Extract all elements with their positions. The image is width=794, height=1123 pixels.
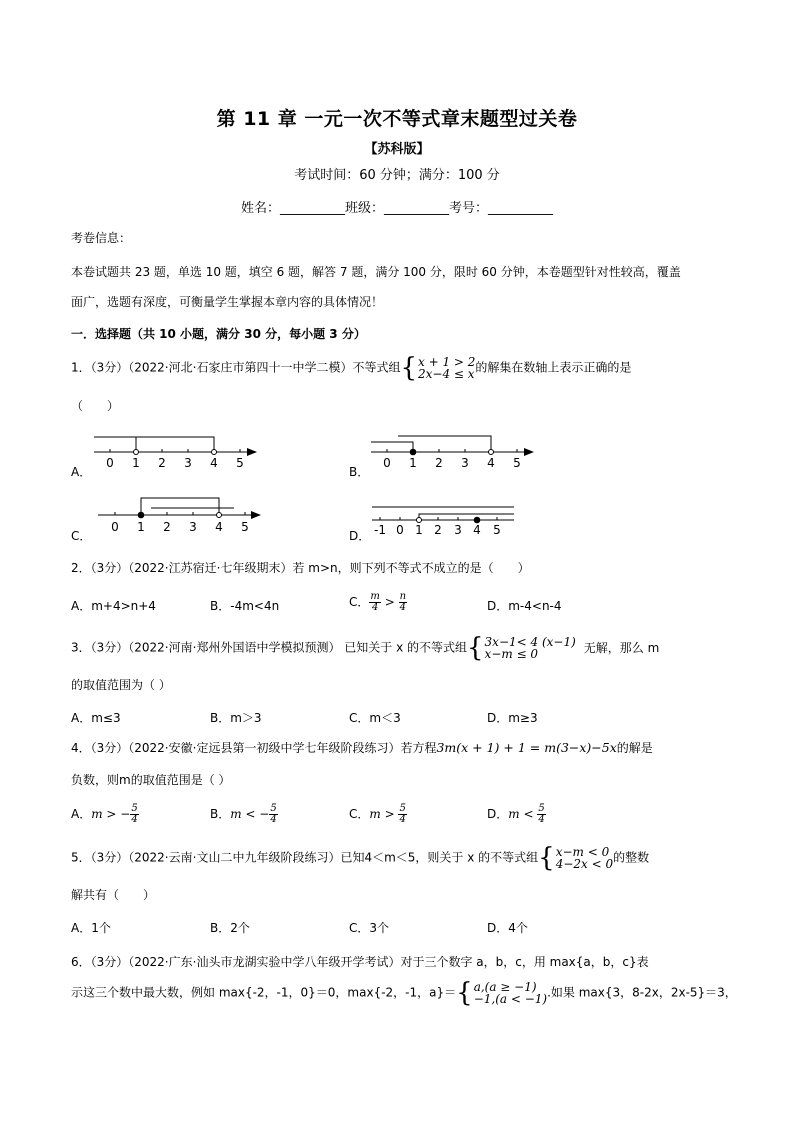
- tick-label: 5: [241, 520, 249, 534]
- axis-arrow: [247, 448, 257, 456]
- paper-info-line1: 本卷试题共 23 题，单选 10 题，填空 6 题，解答 7 题，满分 100 分，限时 60 分钟，本卷题型针对性较高，覆盖: [71, 265, 681, 279]
- tick-label: 4: [487, 456, 495, 470]
- edition-label: 【苏科版】: [364, 142, 430, 157]
- student-info-line: 姓名：__________班级：__________考号：__________: [240, 201, 553, 216]
- q1-number-line-c: [94, 494, 264, 536]
- q1-option-a-label: A．: [71, 465, 92, 479]
- q5-option-a: A．1个: [71, 921, 111, 935]
- shade-bracket: [419, 514, 477, 520]
- q1-system: { x + 1 > 2 2x−4 ≤ x: [400, 353, 476, 383]
- q1-paren: （ ）: [71, 399, 120, 413]
- numerator: 5: [399, 803, 406, 814]
- fraction: [399, 592, 407, 613]
- solid-dot: [410, 449, 416, 455]
- option-expr: m > −: [91, 807, 131, 821]
- q3-sys-row2: x−m ≤ 0: [484, 647, 539, 661]
- q4-suffix: 的解是: [616, 741, 653, 755]
- q6-line2-suffix: .如果 max{3，8-2x，2x-5}＝3，: [547, 985, 737, 1000]
- relation: >: [384, 595, 395, 609]
- q5-suffix: 的整数: [613, 850, 650, 865]
- q3-line2: 的取值范围为（ ）: [71, 678, 171, 692]
- option-expr: m <: [508, 807, 534, 821]
- fraction: [269, 804, 277, 825]
- fraction: [369, 592, 380, 613]
- question-5: [71, 843, 650, 873]
- denominator: 4: [399, 814, 406, 825]
- tick-label: 1: [415, 523, 423, 537]
- question-6-line1: 6．（3分）（2022·广东·汕头市龙湖实验中学八年级开学考试）对于三个数字 a，b，c，用 max{a，b，c}表: [71, 955, 649, 969]
- tick-label: 2: [434, 523, 442, 537]
- q2-option-a: A．m+4>n+4: [71, 599, 156, 613]
- q4-equation: 3m(x + 1) + 1 = m(3−x)−5x: [436, 740, 617, 755]
- paper-info-heading: 考卷信息：: [71, 231, 132, 245]
- tick-label: 5: [513, 456, 521, 470]
- question-3: [71, 633, 660, 663]
- q4-option-c: [349, 804, 407, 825]
- q6-line2-prefix: 示这三个数中最大数，例如 max{-2，-1，0}＝0，max{-2，-1，a}＝: [71, 985, 457, 1000]
- denominator: 4: [131, 814, 138, 825]
- question-2: 2．（3分）（2022·江苏宿迁·七年级期末）若 m>n，则下列不等式不成立的是（ ）: [71, 561, 530, 575]
- option-label: A．: [71, 807, 92, 821]
- option-label: B．: [210, 807, 231, 821]
- tick-label: 4: [210, 456, 218, 470]
- tick-label: 1: [132, 456, 140, 470]
- q5-sys-row1: x−m < 0: [555, 845, 610, 859]
- fraction: [537, 804, 545, 825]
- numerator: 5: [131, 803, 138, 814]
- numerator: m: [370, 591, 380, 602]
- numerator: n: [399, 591, 407, 602]
- open-dot: [417, 518, 422, 523]
- q2-option-c: [349, 592, 407, 613]
- q4-option-b: [210, 804, 278, 825]
- shade-left: [371, 442, 413, 452]
- denominator: 4: [538, 814, 545, 825]
- page-title: 第 11 章 一元一次不等式章末题型过关卷: [216, 108, 578, 130]
- numerator: 5: [270, 803, 277, 814]
- q6-system: { a,(a ≥ −1) −1,(a < −1): [456, 978, 548, 1008]
- option-expr: m >: [369, 807, 395, 821]
- q5-system: { x−m < 0 4−2x < 0: [538, 843, 614, 873]
- q1-sys-row2: 2x−4 ≤ x: [418, 367, 475, 381]
- denominator: 4: [371, 602, 379, 613]
- q4-prefix: 4．（3分）（2022·安徽·定远县第一初级中学七年级阶段练习）若方程: [71, 741, 437, 755]
- shade-bracket: [141, 498, 219, 515]
- open-dot: [489, 450, 494, 455]
- q1-option-c-label: C．: [71, 529, 92, 543]
- q1-sys-row1: x + 1 > 2: [418, 355, 476, 369]
- q2-option-d: D．m-4<n-4: [487, 599, 562, 613]
- tick-label: 2: [435, 456, 443, 470]
- q6-sys-row1: a,(a ≥ −1): [473, 980, 537, 994]
- numerator: 5: [538, 803, 545, 814]
- option-expr: m < −: [230, 807, 270, 821]
- q2-option-c-label: C．: [349, 595, 370, 609]
- tick-label: 0: [383, 456, 391, 470]
- question-4: [71, 739, 653, 756]
- q5-option-c: C．3个: [349, 921, 390, 935]
- denominator: 4: [399, 602, 406, 613]
- q4-option-d: [487, 804, 546, 825]
- q5-option-b: B．2个: [210, 921, 250, 935]
- option-label: C．: [349, 807, 370, 821]
- open-dot: [217, 513, 222, 518]
- q3-suffix: 无解，那么 m: [583, 640, 660, 655]
- q5-option-d: D．4个: [487, 921, 528, 935]
- exam-info: 考试时间：60 分钟；满分：100 分: [294, 168, 500, 183]
- option-label: D．: [487, 807, 509, 821]
- q5-sys-row2: 4−2x < 0: [555, 857, 614, 871]
- q3-prefix: 3．（3分）（2022·河南·郑州外国语中学模拟预测） 已知关于 x 的不等式组: [71, 640, 467, 655]
- tick-label: 2: [158, 456, 166, 470]
- tick-label: 1: [409, 456, 417, 470]
- paper-info-line2: 面广，选题有深度，可衡量学生掌握本章内容的具体情况！: [71, 295, 384, 309]
- tick-label: 3: [454, 523, 462, 537]
- q3-system: { 3x−1< 4 (x−1) x−m ≤ 0: [467, 633, 576, 663]
- tick-label: 4: [473, 523, 481, 537]
- tick-label: 5: [236, 456, 244, 470]
- q3-option-b: B．m＞3: [210, 711, 262, 725]
- tick-label: 0: [106, 456, 114, 470]
- q3-option-c: C．m＜3: [349, 711, 401, 725]
- tick-label: 3: [189, 520, 197, 534]
- tick-label: 3: [184, 456, 192, 470]
- open-dot: [134, 450, 139, 455]
- solid-dot: [138, 512, 144, 518]
- q1-option-d-label: D．: [349, 529, 371, 543]
- q2-option-b: B．-4m<4n: [210, 599, 280, 613]
- axis-arrow: [251, 511, 261, 519]
- q1-number-line-a: [90, 432, 260, 472]
- tick-label: 1: [137, 520, 145, 534]
- tick-label: 3: [461, 456, 469, 470]
- fraction: [130, 804, 138, 825]
- q1-option-b-label: B．: [349, 465, 370, 479]
- q4-option-a: [71, 804, 139, 825]
- tick-label: 0: [111, 520, 119, 534]
- q1-prefix: 1．（3分）（2022·河北·石家庄市第四十一中学二模）不等式组: [71, 360, 401, 375]
- q3-option-a: A．m≤3: [71, 711, 121, 725]
- tick-label: 0: [396, 523, 404, 537]
- q5-line2: 解共有（ ）: [71, 888, 156, 902]
- tick-label: 5: [493, 523, 501, 537]
- fraction: [398, 804, 406, 825]
- q4-line2: 负数，则m的取值范围是（ ）: [71, 773, 231, 787]
- q1-number-line-d: [369, 498, 529, 540]
- q6-sys-row2: −1,(a < −1): [473, 992, 548, 1006]
- denominator: 4: [270, 814, 277, 825]
- tick-label: 4: [215, 520, 223, 534]
- tick-label: -1: [374, 523, 386, 537]
- q1-suffix: 的解集在数轴上表示正确的是: [475, 360, 632, 375]
- q3-sys-row1: 3x−1< 4 (x−1): [484, 635, 576, 649]
- shade-left: [94, 437, 136, 452]
- tick-label: 2: [163, 520, 171, 534]
- q3-option-d: D．m≥3: [487, 711, 538, 725]
- question-6-line2: [71, 978, 737, 1008]
- open-dot: [212, 450, 217, 455]
- q1-number-line-b: [367, 432, 537, 472]
- section-heading: 一．选择题（共 10 小题，满分 30 分，每小题 3 分）: [71, 327, 366, 341]
- question-1: [71, 353, 632, 383]
- solid-dot: [474, 517, 480, 523]
- axis-arrow: [524, 448, 534, 456]
- q5-prefix: 5．（3分）（2022·云南·文山二中九年级阶段练习）已知4＜m＜5，则关于 x 的不等式组: [71, 850, 539, 865]
